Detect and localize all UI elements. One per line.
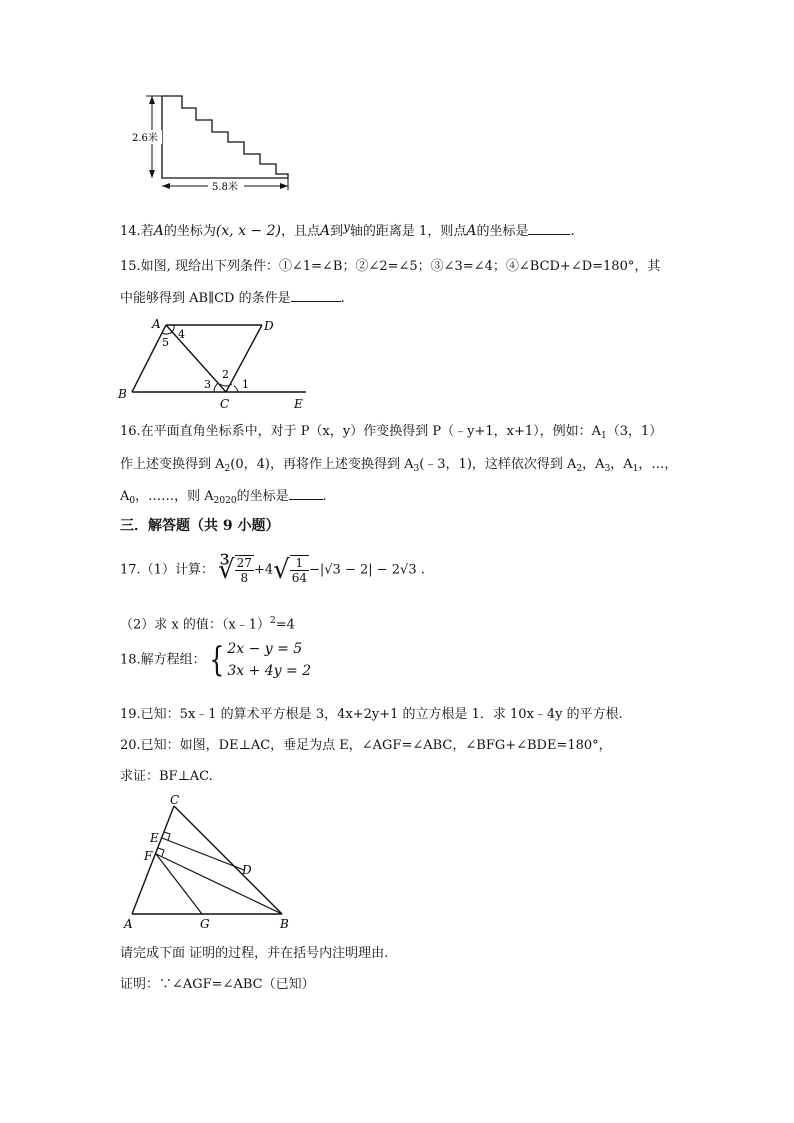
point-E-label: E	[150, 831, 159, 845]
question-16-line2: 作上述变换得到 $A_2(0$，4)，再将作上述变换得到 $A_3(﹣3$，1)，这样依次得到 $A_2$，$A_3$，$A_1$，…，	[120, 457, 678, 474]
staircase-figure	[128, 86, 298, 196]
answer-blank[interactable]	[289, 487, 323, 500]
question-14: 14.若A的坐标为(x, x − 2)，且点A到y轴的距离是 1，则点A的坐标是 .	[120, 220, 575, 239]
answer-blank[interactable]	[528, 222, 570, 235]
point-A-label: A	[124, 917, 133, 931]
stair-width-label: 5.8米	[212, 182, 238, 193]
staircase-outline	[162, 96, 288, 178]
question-16-line3: $A_0$，……，则 $A_{2020}$的坐标是 .	[120, 489, 327, 506]
question-16-line1: 16.在平面直角坐标系中，对于 P（x，y）作变换得到 P（﹣y+1，x+1），例如：$A_1(3$，1）	[120, 424, 663, 441]
point-B-label: B	[118, 387, 127, 401]
question-15-line1: 15.如图, 现给出下列条件：①∠1=∠B；②∠2=∠5；③∠3=∠4；④∠BCD+∠D=180°，其	[120, 259, 661, 274]
point-E-label: E	[294, 397, 303, 411]
angle-4-label: 4	[178, 328, 185, 341]
point-C-label: C	[220, 397, 230, 411]
angle-3-label: 3	[204, 378, 211, 391]
question-17-part2: （2）求 x 的值：（x﹣1）$^2$=4	[120, 616, 295, 633]
angle-2-label: 2	[222, 368, 229, 381]
proof-instructions: 请完成下面 证明的过程，并在括号内注明理由.	[120, 946, 389, 961]
point-G-label: G	[200, 917, 210, 931]
question-17-part1: 17.（1）计算： ∛ $\frac{27}{8}$ +4√ $\frac{1}{64}$ −|√3 − 2| − 2√3 .	[120, 555, 425, 585]
point-B-label: B	[280, 917, 289, 931]
point-D-label: D	[242, 863, 252, 877]
angle-1-label: 1	[242, 378, 249, 391]
point-A-label: A	[152, 317, 161, 331]
point-C-label: C	[170, 793, 180, 807]
question-19: 19.已知：5x﹣1 的算术平方根是 3，4x+2y+1 的立方根是 1．求 10x﹣4y 的平方根.	[120, 707, 623, 722]
proof-line-1: 证明：∵∠AGF=∠ABC（已知）	[120, 977, 315, 992]
angle-5-label: 5	[162, 336, 169, 349]
question-20-line2: 求证：BF⊥AC.	[120, 769, 213, 784]
stair-height-label: 2.6米	[132, 133, 158, 144]
question-18: 18.解方程组：{ 2x − y = 5 3x + 4y = 2	[120, 640, 312, 680]
question-15-line2: 中能够得到 AB∥CD 的条件是 .	[120, 291, 345, 306]
point-F-label: F	[144, 849, 153, 863]
parallelogram-figure	[114, 314, 314, 414]
question-20-line1: 20.已知：如图，DE⊥AC，垂足为点 E，∠AGF=∠ABC，∠BFG+∠BDE=180°，	[120, 738, 612, 753]
triangle-figure	[120, 792, 300, 932]
section-heading: 三．解答题（共 9 小题）	[120, 518, 280, 534]
point-D-label: D	[264, 319, 274, 333]
answer-blank[interactable]	[291, 289, 341, 302]
